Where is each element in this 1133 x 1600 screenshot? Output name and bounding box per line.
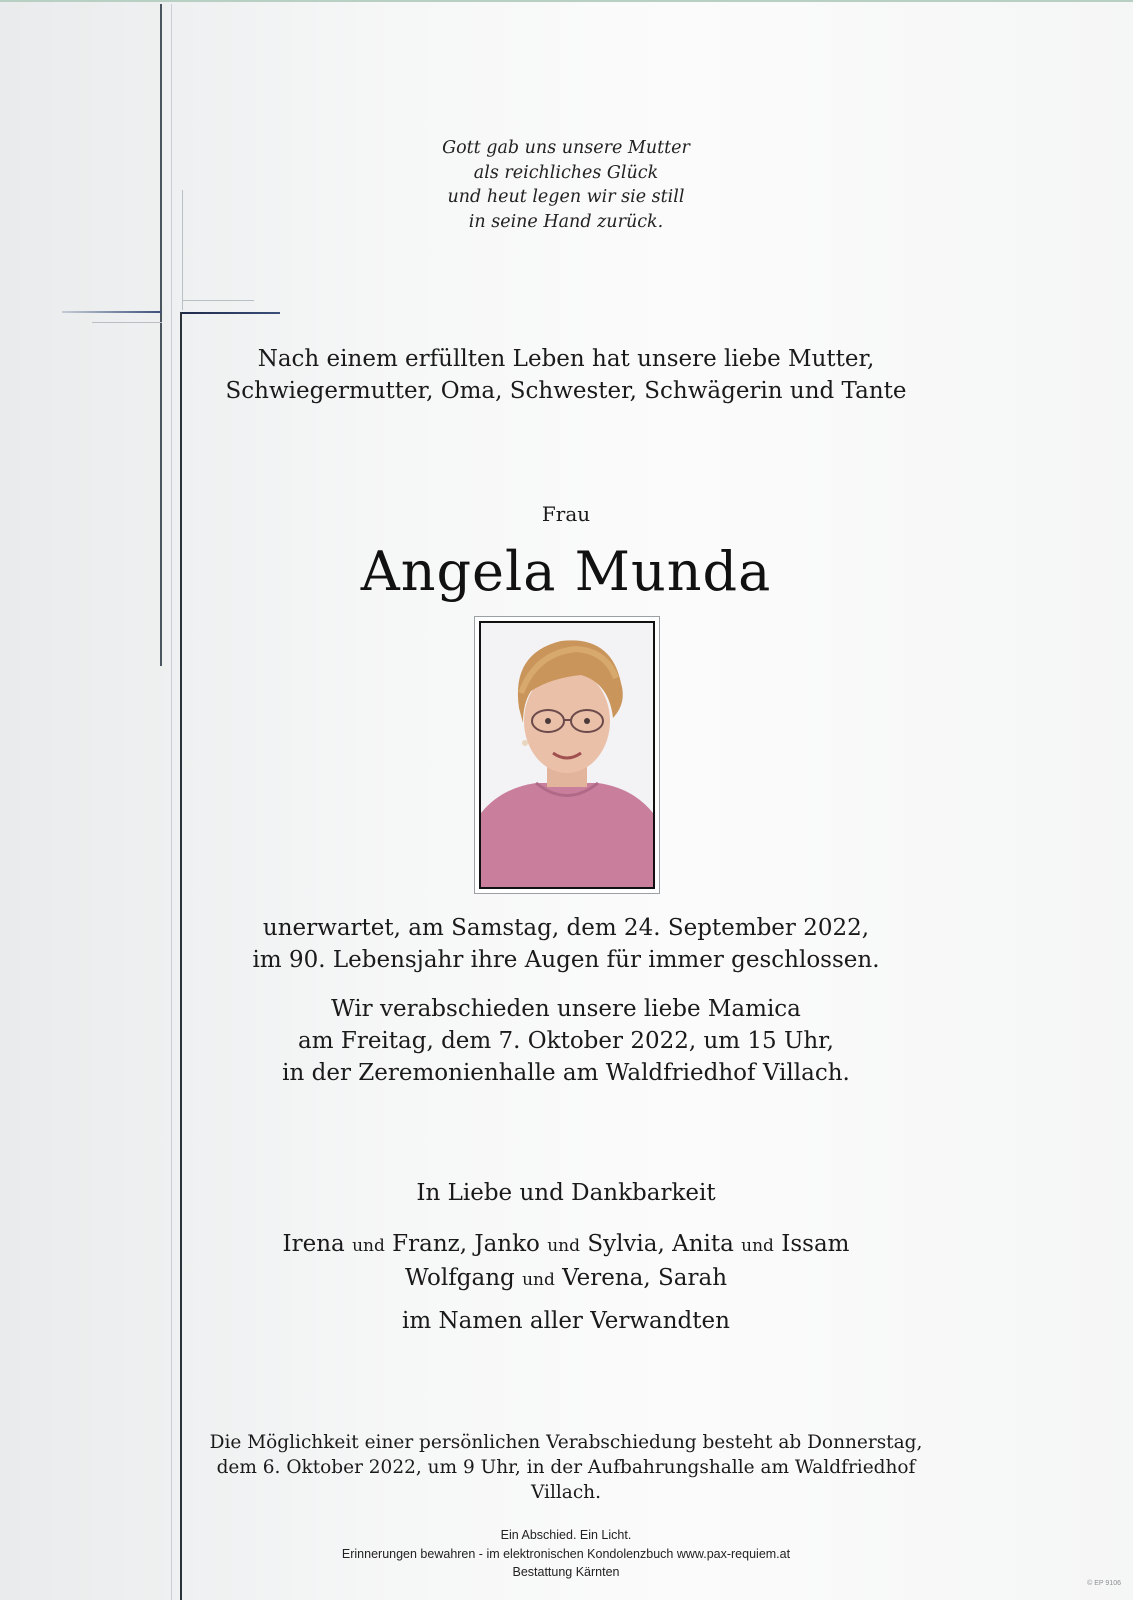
poem	[186, 136, 946, 234]
deceased-name: Angela Munda	[360, 540, 772, 603]
intro-line: Nach einem erfüllten Leben hat unsere liebe Mutter,	[257, 346, 875, 372]
cross-vertical-shadow-line	[182, 190, 183, 310]
footer	[186, 1526, 946, 1582]
relatives-line: im Namen aller Verwandten	[402, 1308, 730, 1334]
conjunction: und	[741, 1236, 774, 1256]
farewell-notice	[186, 993, 946, 1089]
portrait-photo	[479, 621, 655, 889]
print-code: © EP 9106	[1087, 1580, 1121, 1587]
cross-vertical-thin-line	[171, 4, 172, 1600]
family-line	[186, 1262, 946, 1296]
family-line	[186, 1228, 946, 1262]
poem-line: Gott gab uns unsere Mutter	[442, 138, 690, 158]
viewing-line: Die Möglichkeit einer persönlichen Verabschiedung besteht ab Donnerstag,	[209, 1432, 923, 1453]
poem-line: in seine Hand zurück.	[468, 211, 664, 232]
family-name: Verena, Sarah	[562, 1265, 728, 1291]
intro-text	[186, 343, 946, 407]
death-line: unerwartet, am Samstag, dem 24. September 2022,	[262, 915, 870, 941]
conjunction: und	[547, 1236, 580, 1256]
poem-line: als reichliches Glück	[473, 162, 659, 183]
portrait-frame	[474, 616, 660, 894]
cross-horizontal-left-shadow	[92, 322, 162, 323]
family-name: Sylvia, Anita	[587, 1231, 734, 1257]
viewing-line: dem 6. Oktober 2022, um 9 Uhr, in der Aufbahrungshalle am Waldfriedhof Villach.	[216, 1457, 916, 1503]
conjunction: und	[352, 1236, 385, 1256]
family-name: Issam	[781, 1231, 850, 1257]
footer-line: Ein Abschied. Ein Licht.	[500, 1528, 632, 1542]
viewing-notice	[186, 1430, 946, 1505]
portrait-illustration	[481, 623, 653, 887]
gratitude-line: In Liebe und Dankbarkeit	[416, 1180, 716, 1206]
death-line: im 90. Lebensjahr ihre Augen für immer geschlossen.	[252, 947, 880, 973]
intro-line: Schwiegermutter, Oma, Schwester, Schwägerin und Tante	[225, 378, 907, 404]
cross-horizontal-right-arm	[182, 312, 280, 314]
family-names	[186, 1228, 946, 1296]
cross-horizontal-right-shadow	[182, 300, 254, 301]
poem-line: und heut legen wir sie still	[447, 187, 685, 207]
footer-line: Bestattung Kärnten	[512, 1565, 620, 1579]
family-name: Franz, Janko	[392, 1231, 540, 1257]
cross-vertical-line-lower	[180, 312, 182, 1600]
farewell-line: Wir verabschieden unsere liebe Mamica	[331, 996, 801, 1022]
footer-line: Erinnerungen bewahren - im elektronischen Kondolenzbuch www.pax-requiem.at	[341, 1546, 791, 1561]
farewell-line: in der Zeremonienhalle am Waldfriedhof Villach.	[282, 1060, 850, 1086]
cross-vertical-line-upper	[160, 4, 162, 666]
death-notice	[186, 912, 946, 976]
conjunction: und	[522, 1270, 555, 1290]
family-name: Irena	[282, 1231, 345, 1257]
family-name: Wolfgang	[404, 1265, 515, 1291]
salutation: Frau	[541, 502, 591, 526]
top-border-line	[0, 0, 1133, 2]
farewell-line: am Freitag, dem 7. Oktober 2022, um 15 Uhr,	[298, 1028, 834, 1054]
cross-horizontal-left-arm	[62, 311, 162, 313]
